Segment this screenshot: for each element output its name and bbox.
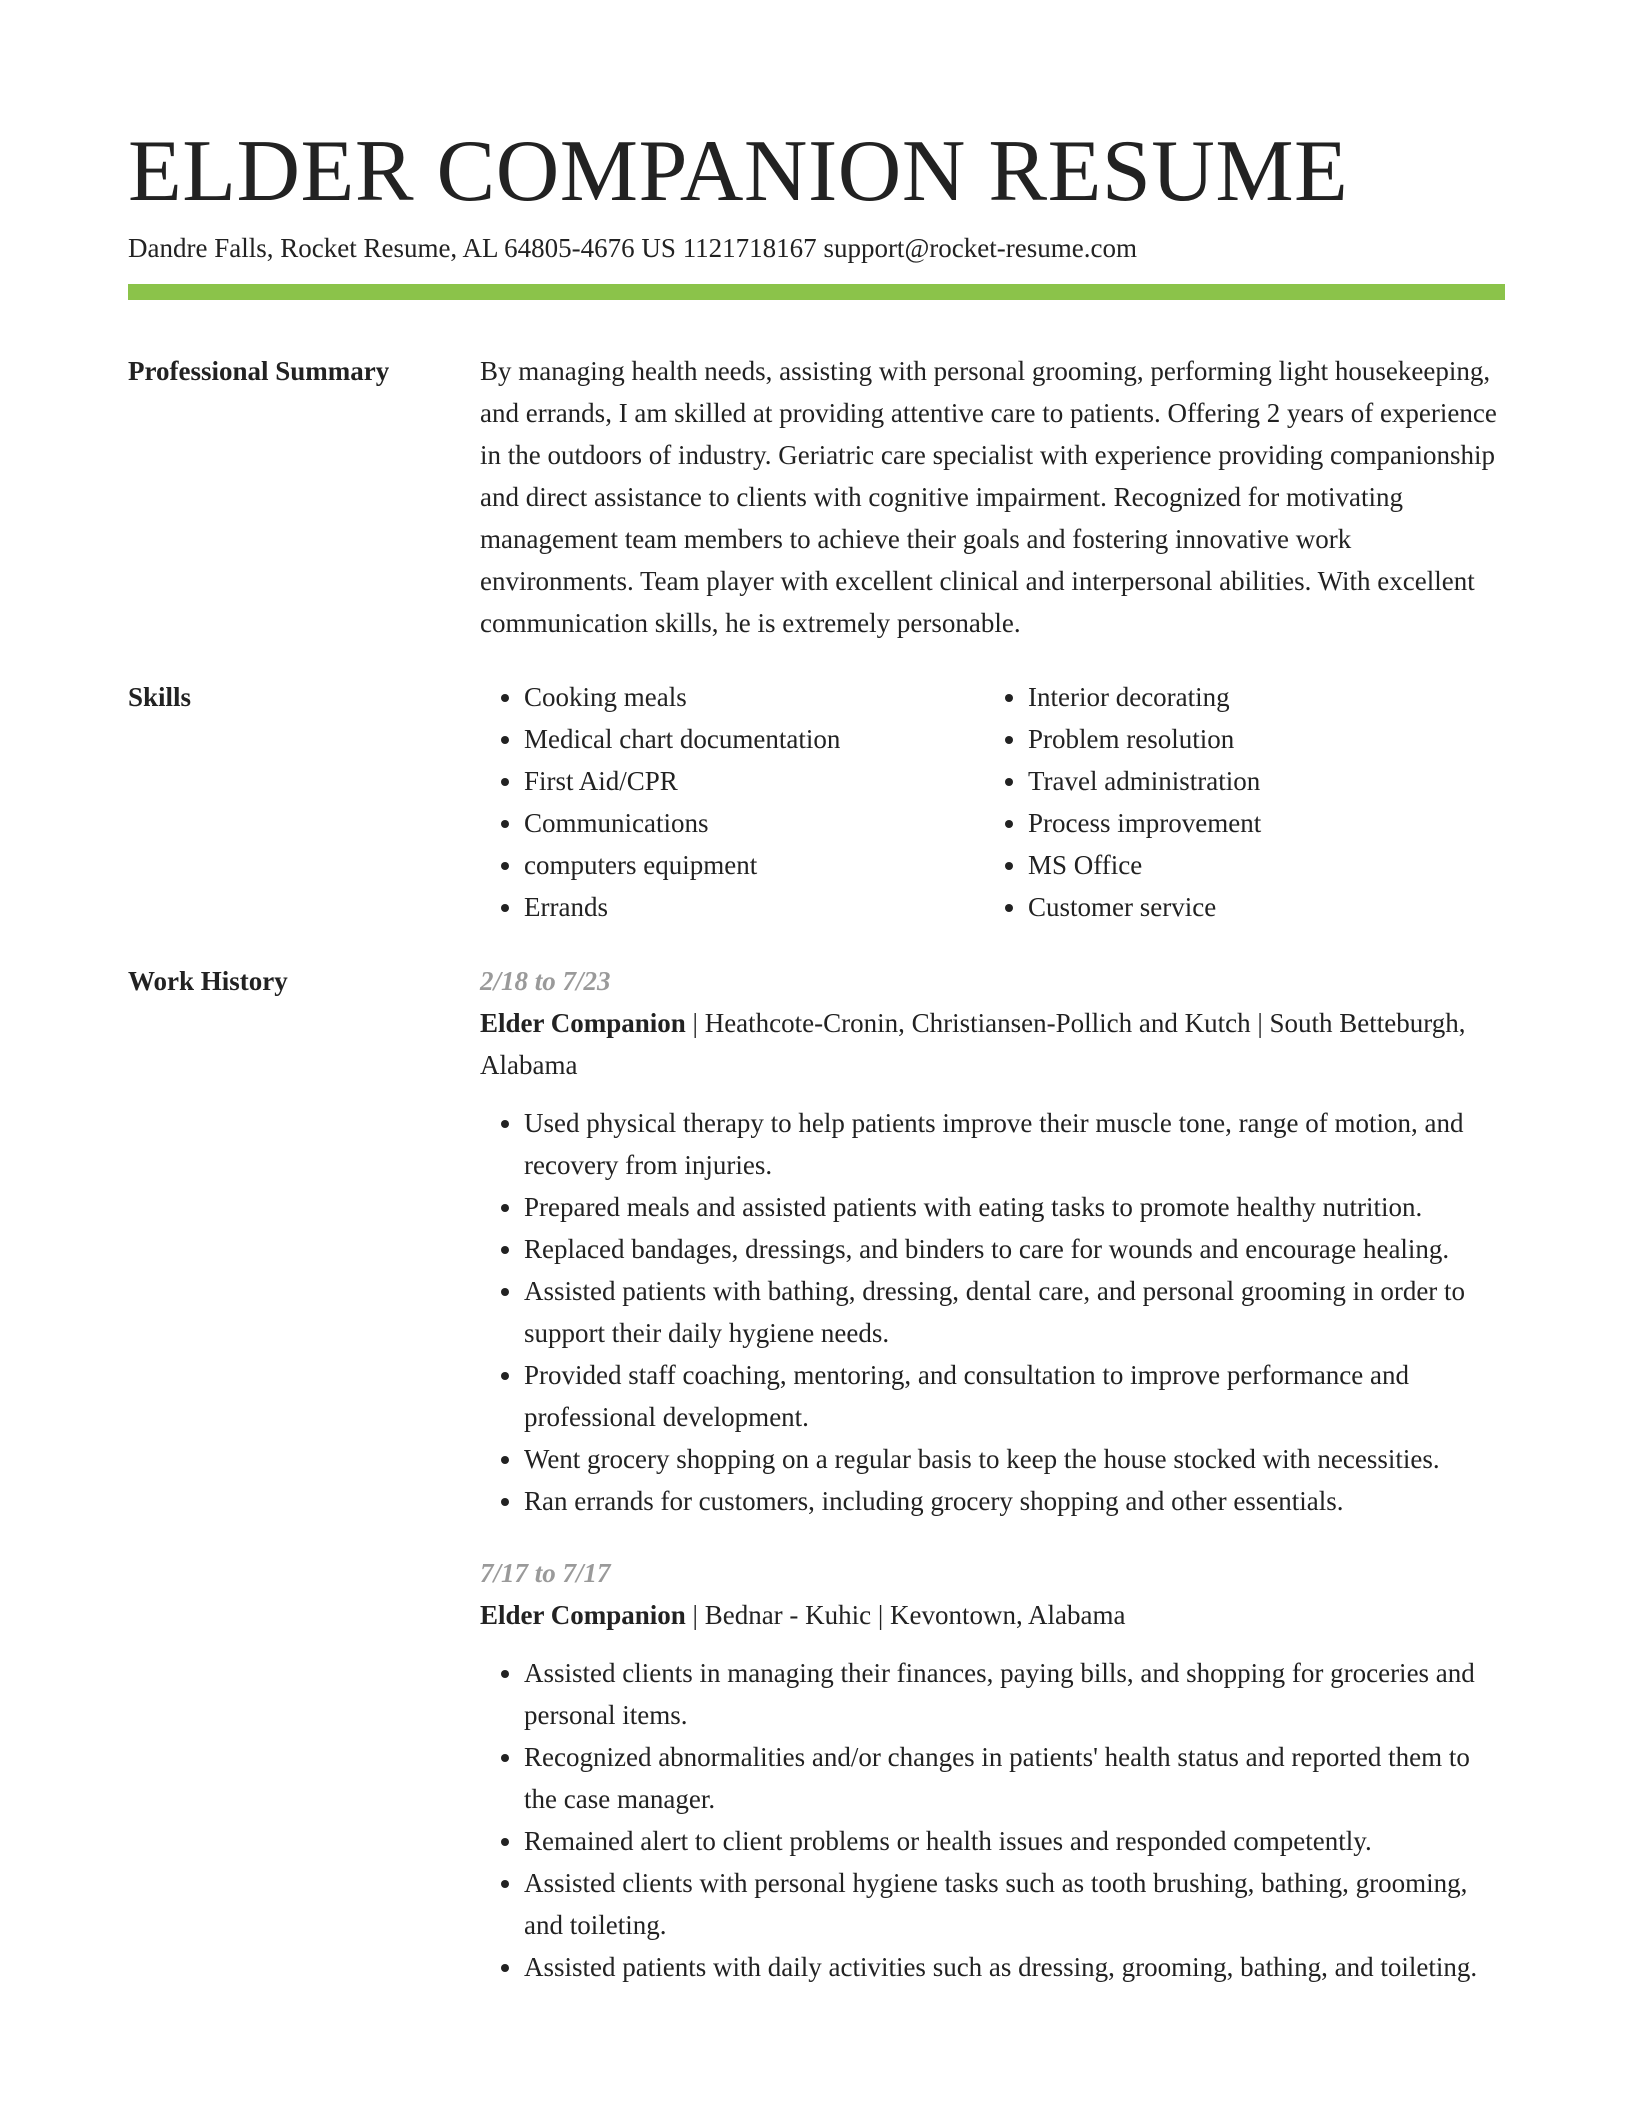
skills-columns [480, 676, 1505, 928]
job-duties-list [480, 1652, 1505, 1988]
job-heading [480, 1002, 1505, 1086]
resume-page [128, 122, 1505, 1988]
summary-body [480, 350, 1505, 644]
contact-line [128, 230, 1505, 266]
skills-list-left [480, 676, 984, 928]
job-entry [480, 1552, 1505, 1988]
summary-heading: Professional Summary [128, 356, 390, 386]
summary-section [128, 350, 1505, 644]
skills-section [128, 676, 1505, 928]
skill-item: • Communications [524, 802, 984, 844]
job-duty: • Ran errands for customers, including grocery shopping and other essentials. [524, 1480, 1505, 1522]
skill-item: • computers equipment [524, 844, 984, 886]
job-duty: • Assisted patients with daily activities such as dressing, grooming, bathing, and toileting. [524, 1946, 1505, 1988]
skill-item: • Process improvement [1028, 802, 1488, 844]
job-title: Elder Companion [480, 1008, 686, 1038]
job-duty: • Assisted patients with bathing, dressing, dental care, and personal grooming in order to support their daily hygiene needs. [524, 1270, 1505, 1354]
job-heading [480, 1594, 1505, 1636]
summary-text: By managing health needs, assisting with personal grooming, performing light housekeeping, and errands, I am skilled at providing attentive care to patients. Offering 2 years of experience in the outdoors of industry. Geriatric care specialist with experience providing companionship and direct assistance to clients with cognitive impairment. Recognized for motivating management team members to achieve their goals and fostering innovative work environments. Team player with excellent clinical and interpersonal abilities. With excellent communication skills, he is extremely personable. [480, 356, 1497, 638]
skills-body [480, 676, 1505, 928]
job-duty: • Assisted clients in managing their finances, paying bills, and shopping for groceries and personal items. [524, 1652, 1505, 1736]
contact-phone: 1121718167 [682, 233, 817, 263]
skill-item: • MS Office [1028, 844, 1488, 886]
job-duty: • Remained alert to client problems or health issues and responded competently. [524, 1820, 1505, 1862]
resume-title: ELDER COMPANION RESUME [128, 123, 1349, 220]
job-duty: • Provided staff coaching, mentoring, and consultation to improve performance and professional development. [524, 1354, 1505, 1438]
work-history-body [480, 960, 1505, 1988]
skill-item: • Problem resolution [1028, 718, 1488, 760]
job-details: | Heathcote-Cronin, Christiansen-Pollich and Kutch | South Betteburgh, Alabama [480, 1008, 1466, 1080]
skills-list-right [984, 676, 1488, 928]
job-duties-list [480, 1102, 1505, 1522]
work-history-section [128, 960, 1505, 1988]
skill-item: • Travel administration [1028, 760, 1488, 802]
job-entry [480, 960, 1505, 1522]
job-details: | Bednar - Kuhic | Kevontown, Alabama [685, 1600, 1126, 1630]
job-dates: 7/17 to 7/17 [480, 1558, 611, 1588]
skill-item: • Medical chart documentation [524, 718, 984, 760]
job-duty: • Went grocery shopping on a regular basis to keep the house stocked with necessities. [524, 1438, 1505, 1480]
skill-item: • Interior decorating [1028, 676, 1488, 718]
skill-item: • First Aid/CPR [524, 760, 984, 802]
job-duty: • Assisted clients with personal hygiene tasks such as tooth brushing, bathing, grooming, and toileting. [524, 1862, 1505, 1946]
work-history-heading: Work History [128, 966, 288, 996]
header-divider [128, 284, 1505, 300]
job-dates: 2/18 to 7/23 [480, 966, 611, 996]
job-duty: • Prepared meals and assisted patients with eating tasks to promote healthy nutrition. [524, 1186, 1505, 1228]
contact-email: support@rocket-resume.com [823, 233, 1137, 263]
job-title: Elder Companion [480, 1600, 686, 1630]
skill-item: • Customer service [1028, 886, 1488, 928]
job-duty: • Replaced bandages, dressings, and binders to care for wounds and encourage healing. [524, 1228, 1505, 1270]
skill-item: • Cooking meals [524, 676, 984, 718]
contact-address: Dandre Falls, Rocket Resume, AL 64805-4676 US [128, 233, 676, 263]
skills-heading: Skills [128, 682, 192, 712]
skill-item: • Errands [524, 886, 984, 928]
job-duty: • Used physical therapy to help patients improve their muscle tone, range of motion, and recovery from injuries. [524, 1102, 1505, 1186]
job-duty: • Recognized abnormalities and/or changes in patients' health status and reported them to the case manager. [524, 1736, 1505, 1820]
